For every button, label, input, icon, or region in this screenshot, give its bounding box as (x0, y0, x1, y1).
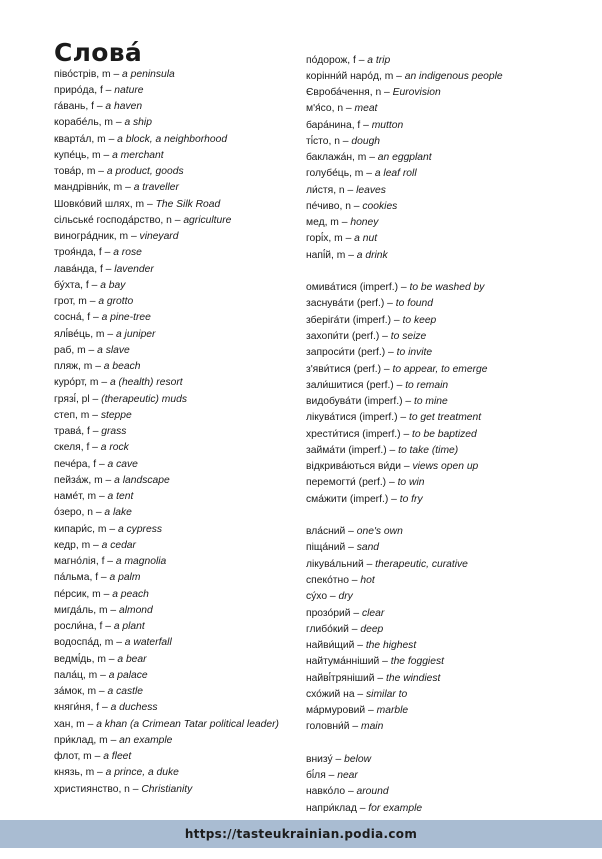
ukrainian-term: корабе́ль, m – (54, 117, 125, 129)
english-translation: a (health) resort (109, 377, 183, 389)
vocab-entry (306, 394, 596, 410)
english-translation: leaves (356, 184, 386, 196)
english-translation: a castle (107, 686, 144, 697)
vocab-entry (306, 264, 596, 280)
vocabulary-column-right (306, 53, 596, 817)
english-translation: around (356, 786, 389, 798)
ukrainian-term: зали́шитися (perf.) – (306, 379, 406, 391)
vocab-entry (306, 589, 596, 605)
english-translation: therapeutic, curative (375, 558, 468, 570)
vocab-entry (306, 134, 596, 150)
english-translation: a palm (109, 572, 141, 584)
ukrainian-term: вла́сний – (306, 526, 357, 538)
ukrainian-term: зберіга́ти (imperf.) – (306, 314, 403, 326)
english-translation: to appear, to emerge (392, 363, 488, 375)
english-translation: a drink (356, 249, 388, 261)
ukrainian-term: това́р, m – (54, 166, 107, 177)
english-translation: lavender (114, 263, 154, 275)
english-translation: a juniper (115, 328, 156, 340)
vocab-entry (54, 294, 304, 310)
vocab-entry (54, 278, 304, 294)
vocab-entry (54, 457, 304, 473)
english-translation: to win (397, 477, 425, 489)
vocab-entry (54, 83, 304, 99)
ukrainian-term: схо́жий на – (306, 688, 367, 700)
english-translation: to remain (405, 379, 449, 391)
ukrainian-term: займа́ти (imperf.) – (306, 444, 399, 456)
english-translation: meat (354, 103, 378, 115)
vocab-entry (54, 408, 304, 424)
vocab-entry (306, 784, 596, 800)
vocab-entry (54, 652, 304, 668)
vocab-entry (306, 508, 596, 524)
english-translation: a khan (a Crimean Tatar political leader) (96, 718, 279, 730)
english-translation: near (337, 770, 358, 782)
ukrainian-term: степ, m – (54, 409, 101, 421)
ukrainian-term: напі́й, m – (306, 249, 357, 261)
english-translation: dough (351, 135, 381, 147)
vocab-entry (54, 538, 304, 554)
ukrainian-term: сосна́, f – (54, 312, 102, 324)
ukrainian-term: мигда́ль, m – (54, 604, 119, 616)
ukrainian-term: хрести́тися (imperf.) – (306, 428, 413, 440)
vocab-entry (54, 619, 304, 635)
ukrainian-term: грязі́, pl – (54, 393, 102, 405)
ukrainian-term: су́хо – (306, 591, 339, 603)
ukrainian-term: кварта́л, m – (54, 133, 118, 145)
vocab-entry (306, 427, 596, 443)
vocab-entry (54, 424, 304, 440)
english-translation: to seize (390, 331, 427, 343)
ukrainian-term: ялі́ве́ць, m – (54, 328, 116, 340)
ukrainian-term: м'я́со, n – (306, 103, 355, 115)
ukrainian-term: християнство, n – (54, 783, 142, 795)
english-translation: a grotto (98, 296, 134, 307)
vocab-entry (54, 99, 304, 115)
ukrainian-term: наме́т, m – (54, 491, 108, 502)
ukrainian-term: о́зеро, n – (54, 507, 105, 519)
english-translation: almond (118, 604, 153, 616)
english-translation: an example (119, 734, 173, 746)
vocab-entry (306, 443, 596, 459)
vocab-entry (306, 345, 596, 361)
vocab-entry (306, 101, 596, 117)
english-translation: the foggiest (390, 656, 444, 668)
ukrainian-term: грот, m – (54, 296, 99, 307)
ukrainian-term: запроси́ти (perf.) – (306, 347, 397, 359)
vocab-entry (54, 229, 304, 245)
vocab-entry (306, 69, 596, 85)
vocab-entry (54, 310, 304, 326)
vocab-entry (54, 522, 304, 538)
vocab-entry (54, 733, 304, 749)
vocab-entry (306, 118, 596, 134)
vocab-entry (306, 296, 596, 312)
english-translation: grass (101, 426, 127, 437)
vocab-entry (54, 132, 304, 148)
ukrainian-term: кедр, m – (54, 539, 102, 551)
vocab-entry (306, 280, 596, 296)
ukrainian-term: піво́стрів, m – (54, 68, 123, 80)
english-translation: a cypress (117, 523, 163, 535)
vocab-entry (54, 180, 304, 196)
english-translation: marble (376, 705, 409, 717)
ukrainian-term: флот, m – (54, 751, 104, 762)
vocab-entry (306, 248, 596, 264)
ukrainian-term: сма́жити (imperf.) – (306, 493, 400, 505)
ukrainian-term: голубе́ць, m – (306, 168, 375, 180)
english-translation: a bear (117, 653, 147, 665)
english-translation: to keep (402, 314, 437, 326)
english-translation: to invite (396, 347, 433, 359)
ukrainian-term: пала́ц, m – (54, 669, 109, 681)
ukrainian-term: напри́клад – (306, 802, 369, 814)
vocab-entry (54, 197, 304, 213)
english-translation: a duchess (110, 702, 158, 714)
vocab-entry (306, 150, 596, 166)
vocab-entry (306, 313, 596, 329)
ukrainian-term: при́клад, m – (54, 734, 120, 746)
ukrainian-term: сільське́ господа́рство, n – (54, 214, 184, 226)
english-translation: to be baptized (412, 428, 477, 440)
ukrainian-term: ма́рмуровий – (306, 705, 377, 717)
footer-bar (0, 820, 602, 848)
english-translation: dry (338, 591, 353, 603)
english-translation: an indigenous people (404, 70, 503, 82)
ukrainian-term: за́мок, m – (54, 686, 108, 697)
english-translation: a prince, a duke (105, 767, 179, 779)
english-translation: clear (361, 607, 385, 619)
english-translation: Eurovision (392, 87, 441, 99)
vocab-entry (54, 635, 304, 651)
vocab-entry (54, 505, 304, 521)
vocab-entry (306, 654, 596, 670)
ukrainian-term: скеля, f – (54, 442, 101, 454)
page-title: Слова́ (54, 38, 143, 67)
vocab-entry (54, 570, 304, 586)
ukrainian-term: магно́лія, f – (54, 556, 116, 567)
english-translation: sand (356, 542, 380, 554)
vocabulary-column-left (54, 67, 304, 798)
vocab-entry (54, 717, 304, 733)
vocab-entry (306, 183, 596, 199)
ukrainian-term: хан, m – (54, 718, 97, 730)
ukrainian-term: перемогти́ (perf.) – (306, 477, 398, 489)
ukrainian-term: кипари́с, m – (54, 523, 118, 535)
ukrainian-term: лікува́льний – (306, 558, 376, 570)
vocab-entry (54, 684, 304, 700)
ukrainian-term: головни́й – (306, 721, 361, 733)
ukrainian-term: відкрива́ються ви́ди – (306, 461, 413, 473)
ukrainian-term: заснува́ти (perf.) – (306, 298, 396, 310)
ukrainian-term: найви́щий – (306, 640, 366, 652)
vocab-entry (54, 749, 304, 765)
vocab-entry (54, 213, 304, 229)
ukrainian-term: княги́ня, f – (54, 702, 111, 714)
english-translation: a cave (107, 458, 138, 470)
ukrainian-term: бі́ля – (306, 770, 338, 782)
vocab-entry (54, 440, 304, 456)
vocab-entry (306, 378, 596, 394)
english-translation: to found (395, 298, 433, 310)
vocab-entry (306, 166, 596, 182)
vocab-entry (54, 554, 304, 570)
english-translation: nature (114, 84, 144, 96)
english-translation: Christianity (141, 783, 193, 795)
ukrainian-term: пейза́ж, m – (54, 474, 115, 486)
english-translation: a peninsula (122, 68, 175, 80)
ukrainian-term: росли́на, f – (54, 621, 114, 632)
english-translation: a bay (100, 279, 126, 291)
english-translation: a product, goods (106, 166, 184, 177)
vocab-entry (306, 329, 596, 345)
english-translation: a block, a neighborhood (117, 133, 228, 145)
english-translation: a slave (97, 344, 130, 356)
english-translation: the windiest (386, 672, 441, 684)
ukrainian-term: найві́тряніший – (306, 672, 387, 684)
english-translation: to be washed by (409, 282, 485, 294)
english-translation: cookies (362, 200, 398, 212)
vocab-entry (306, 801, 596, 817)
english-translation: similar to (366, 688, 408, 700)
vocab-entry (54, 359, 304, 375)
english-translation: The Silk Road (155, 198, 221, 210)
english-translation: mutton (371, 119, 404, 131)
english-translation: a lake (104, 507, 132, 519)
english-translation: one's own (356, 526, 403, 538)
vocab-entry (54, 392, 304, 408)
ukrainian-term: ли́стя, n – (306, 184, 357, 196)
english-translation: a rock (100, 442, 129, 454)
english-translation: honey (350, 217, 379, 229)
english-translation: agriculture (183, 214, 232, 226)
ukrainian-term: куро́рт, m – (54, 377, 110, 389)
ukrainian-term: виногра́дник, m – (54, 231, 140, 242)
vocab-entry (54, 375, 304, 391)
vocab-entry (306, 752, 596, 768)
vocab-entry (306, 606, 596, 622)
vocab-entry (54, 765, 304, 781)
ukrainian-term: Єврoба́чення, n – (306, 87, 393, 99)
english-translation: a trip (367, 54, 391, 66)
vocab-entry (306, 362, 596, 378)
vocab-entry (54, 782, 304, 798)
english-translation: a cedar (101, 539, 136, 551)
english-translation: below (344, 753, 372, 765)
vocab-entry (54, 245, 304, 261)
ukrainian-term: по́дорож, f – (306, 54, 368, 66)
english-translation: a waterfall (124, 637, 172, 649)
ukrainian-term: троя́нда, f – (54, 247, 114, 259)
english-translation: a landscape (114, 474, 170, 486)
ukrainian-term: бара́нина, f – (306, 119, 372, 131)
vocab-entry (306, 475, 596, 491)
english-translation: a haven (105, 101, 143, 112)
vocab-entry (54, 700, 304, 716)
vocab-entry (54, 668, 304, 684)
ukrainian-term: горі́х, m – (306, 233, 355, 245)
ukrainian-term: пе́чиво, n – (306, 200, 363, 212)
ukrainian-term: водоспа́д, m – (54, 637, 125, 649)
ukrainian-term: ведмі́дь, m – (54, 653, 118, 665)
english-translation: to take (time) (398, 444, 459, 456)
ukrainian-term: купе́ць, m – (54, 149, 113, 161)
vocab-entry (54, 473, 304, 489)
ukrainian-term: з'яви́тися (perf.) – (306, 363, 393, 375)
english-translation: to mine (413, 396, 448, 408)
ukrainian-term: глибо́кий – (306, 623, 361, 635)
english-translation: an eggplant (377, 152, 432, 164)
english-translation: main (361, 721, 384, 733)
vocab-entry (54, 148, 304, 164)
ukrainian-term: корінни́й наро́д, m – (306, 70, 405, 82)
vocab-entry (306, 540, 596, 556)
english-translation: deep (360, 623, 384, 635)
ukrainian-term: внизу́ – (306, 753, 345, 765)
ukrainian-term: навко́ло – (306, 786, 357, 798)
vocab-entry (306, 492, 596, 508)
english-translation: for example (368, 802, 423, 814)
vocab-entry (306, 719, 596, 735)
ukrainian-term: спеко́тно – (306, 575, 361, 586)
vocab-entry (306, 557, 596, 573)
ukrainian-term: баклажа́н, m – (306, 152, 378, 164)
english-translation: a pine-tree (101, 312, 151, 324)
english-translation: the highest (365, 640, 417, 652)
ukrainian-term: найтума́нніший – (306, 656, 391, 668)
english-translation: a nut (354, 233, 378, 245)
ukrainian-term: лава́нда, f – (54, 263, 115, 275)
ukrainian-term: пляж, m – (54, 361, 104, 372)
ukrainian-term: видобува́ти (imperf.) – (306, 396, 414, 408)
english-translation: to get treatment (408, 412, 482, 424)
vocab-entry (54, 67, 304, 83)
vocab-entry (54, 489, 304, 505)
ukrainian-term: Шовко́вий шлях, m – (54, 198, 156, 210)
english-translation: a ship (124, 117, 152, 129)
vocab-entry (306, 736, 596, 752)
ukrainian-term: мандрівни́к, m – (54, 182, 134, 194)
ukrainian-term: піща́ний – (306, 542, 357, 554)
vocab-entry (306, 622, 596, 638)
english-translation: a leaf roll (374, 168, 417, 180)
vocab-entry (306, 671, 596, 687)
english-translation: hot (360, 575, 375, 586)
vocab-entry (306, 459, 596, 475)
ukrainian-term: раб, m – (54, 344, 98, 356)
ukrainian-term: трава́, f – (54, 426, 102, 437)
ukrainian-term: захопи́ти (perf.) – (306, 331, 391, 343)
english-translation: a peach (112, 588, 149, 600)
ukrainian-term: пе́рсик, m – (54, 588, 113, 600)
english-translation: a fleet (103, 751, 132, 762)
vocab-entry (54, 603, 304, 619)
vocab-entry (306, 638, 596, 654)
ukrainian-term: пече́ра, f – (54, 458, 108, 470)
ukrainian-term: прозо́рий – (306, 607, 362, 619)
vocab-entry (54, 343, 304, 359)
footer-url[interactable]: https://tasteukrainian.podia.com (184, 827, 418, 841)
vocab-entry (54, 164, 304, 180)
vocab-entry (306, 687, 596, 703)
english-translation: a traveller (133, 182, 179, 194)
vocab-entry (306, 85, 596, 101)
vocab-entry (54, 115, 304, 131)
vocab-entry (306, 703, 596, 719)
vocab-entry (306, 53, 596, 69)
vocab-entry (306, 768, 596, 784)
ukrainian-term: мед, m – (306, 217, 351, 229)
ukrainian-term: па́льма, f – (54, 572, 110, 584)
english-translation: vineyard (139, 231, 179, 242)
ukrainian-term: га́вань, f – (54, 101, 106, 112)
ukrainian-term: лікува́тися (imperf.) – (306, 412, 409, 424)
english-translation: steppe (100, 409, 132, 421)
vocab-entry (306, 410, 596, 426)
vocab-entry (306, 231, 596, 247)
english-translation: a merchant (112, 149, 164, 161)
english-translation: a rose (113, 247, 142, 259)
english-translation: a palace (108, 669, 148, 681)
vocab-entry (306, 573, 596, 589)
english-translation: to fry (399, 493, 423, 505)
english-translation: views open up (412, 461, 479, 473)
english-translation: a beach (103, 361, 141, 372)
english-translation: a tent (107, 491, 134, 502)
vocab-entry (54, 327, 304, 343)
vocab-entry (306, 199, 596, 215)
english-translation: (therapeutic) muds (101, 393, 187, 405)
ukrainian-term: омива́тися (imperf.) – (306, 282, 410, 294)
ukrainian-term: бу́хта, f – (54, 279, 101, 291)
english-translation: a plant (113, 621, 145, 632)
english-translation: a magnolia (115, 556, 167, 567)
vocab-entry (306, 524, 596, 540)
ukrainian-term: ті́сто, n – (306, 135, 352, 147)
vocab-entry (54, 587, 304, 603)
ukrainian-term: князь, m – (54, 767, 106, 779)
vocab-entry (306, 215, 596, 231)
vocab-entry (54, 262, 304, 278)
ukrainian-term: приро́да, f – (54, 84, 115, 96)
